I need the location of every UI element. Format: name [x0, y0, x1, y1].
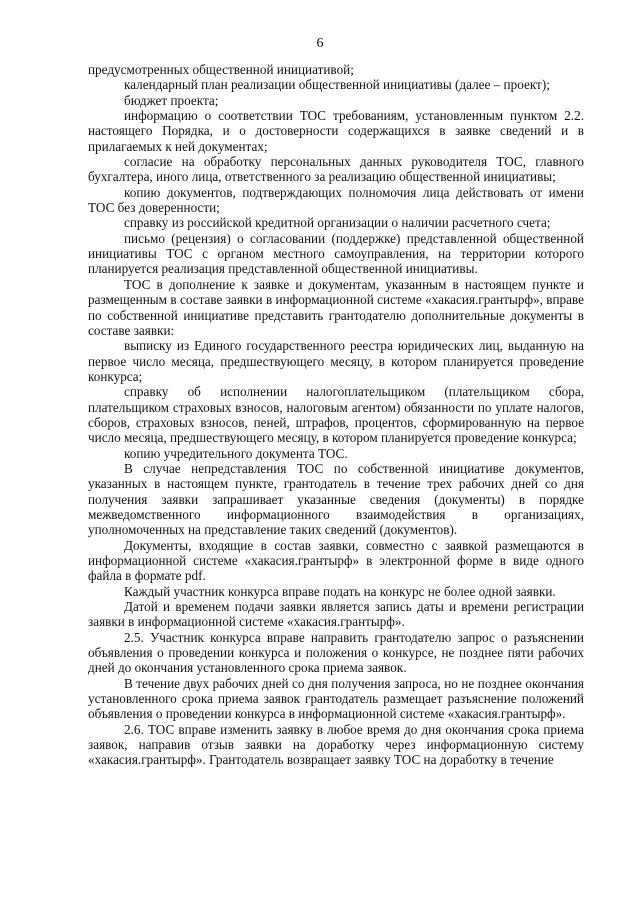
paragraph: Документы, входящие в состав заявки, совместно с заявкой размещаются в информационной системе «хакасия.грантырф» в электронной форме в виде одного файла в формате pdf.	[88, 537, 584, 584]
paragraph: 2.5. Участник конкурса вправе направить грантодателю запрос о разъяснении объявления о проведении конкурса и положения о конкурсе, не позднее пяти рабочих дней до окончания установленного срока приема заявок.	[88, 629, 584, 676]
paragraph: справку об исполнении налогоплательщиком (плательщиком сбора, плательщиком страховых взносов, налоговым агентом) обязанности по уплате налогов, сборов, страховых взносов, пеней, штрафов, процентов, сформированную на первое число месяца, предшествующего месяцу, в котором планируется проведение конкурса;	[88, 384, 584, 446]
paragraph: справку из российской кредитной организации о наличии расчетного счета;	[124, 215, 551, 231]
paragraph: копию документов, подтверждающих полномочия лица действовать от имени ТОС без доверенности;	[88, 184, 584, 216]
paragraph: бюджет проекта;	[124, 92, 219, 108]
paragraph: ТОС в дополнение к заявке и документам, указанным в настоящем пункте и размещенным в составе заявки в информационной системе «хакасия.грантырф», вправе по собственной инициативе представить грантодателю дополнительные документы в составе заявки:	[88, 276, 584, 338]
paragraph: календарный план реализации общественной инициативы (далее – проект);	[124, 77, 550, 93]
paragraph: Каждый участник конкурса вправе подать на конкурс не более одной заявки.	[124, 583, 556, 599]
paragraph: 2.6. ТОС вправе изменить заявку в любое время до дня окончания срока приема заявок, направив отзыв заявки на доработку через информационную систему «хакасия.грантырф». Грантодатель возвращает заявку ТОС на доработку в течение	[88, 721, 584, 768]
paragraph: В течение двух рабочих дней со дня получения запроса, но не позднее окончания установленного срока приема заявок грантодатель размещает разъяснение положений объявления о проведении конкурса в информационной системе «хакасия.грантырф».	[88, 675, 584, 722]
document-body	[88, 62, 584, 768]
page-number: 6	[316, 36, 324, 51]
paragraph: выписку из Единого государственного реестра юридических лиц, выданную на первое число месяца, предшествующего месяцу, в котором планируется проведение конкурса;	[88, 338, 584, 384]
paragraph: В случае непредставления ТОС по собственной инициативе документов, указанных в настоящем пункте, грантодатель в течение трех рабочих дней со дня получения заявки запрашивает указанные сведения (документы) в порядке межведомственного информационного взаимодействия в организациях, уполномоченных на представление таких сведений (документов).	[88, 460, 584, 538]
paragraph: письмо (рецензия) о согласовании (поддержке) представленной общественной инициативы ТОС с органом местного самоуправления, на территории которого планируется реализация представленной общественной инициативы.	[88, 230, 584, 277]
paragraph: согласие на обработку персональных данных руководителя ТОС, главного бухгалтера, иного лица, ответственного за реализацию общественной инициативы;	[88, 154, 584, 185]
paragraph: предусмотренных общественной инициативой;	[88, 62, 354, 77]
paragraph: Датой и временем подачи заявки является запись даты и времени регистрации заявки в информационной системе «хакасия.грантырф».	[88, 599, 584, 630]
paragraph: копию учредительного документа ТОС.	[124, 445, 348, 461]
paragraph: информацию о соответствии ТОС требованиям, установленным пунктом 2.2. настоящего Порядка, и о достоверности содержащихся в заявке сведений и в прилагаемых к ней документах;	[88, 108, 584, 154]
